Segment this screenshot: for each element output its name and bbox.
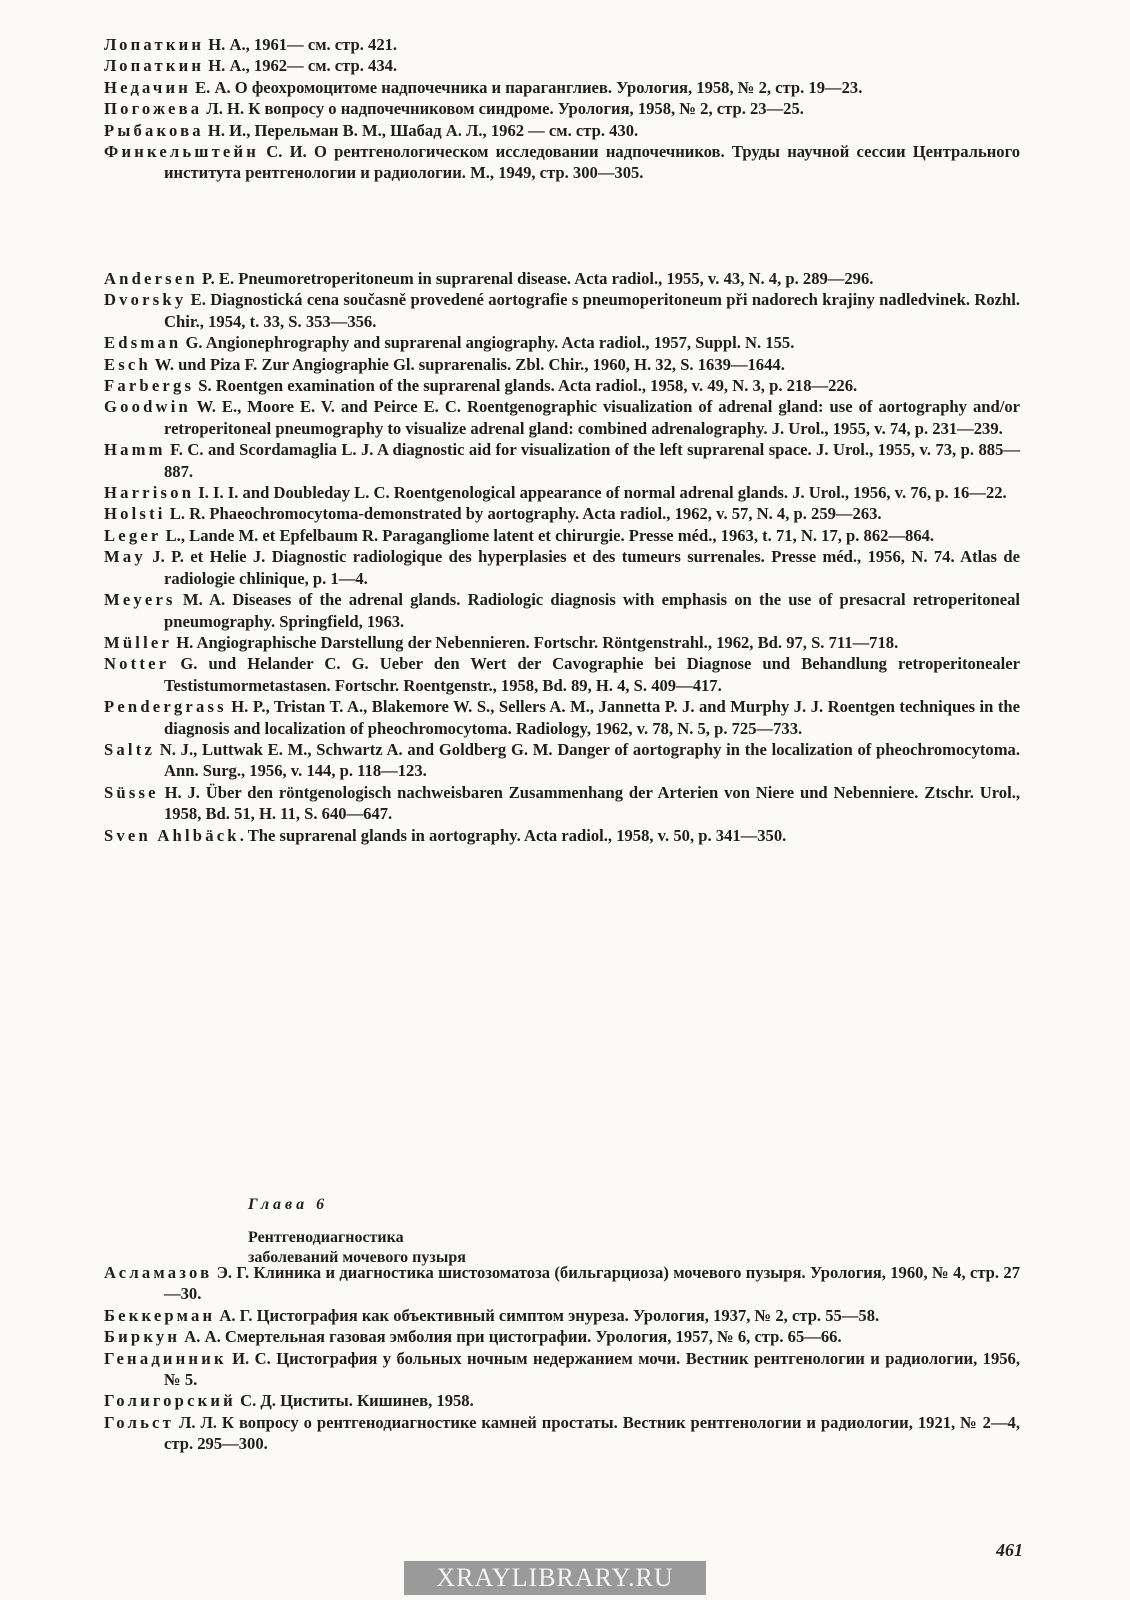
reference-text: А. А. Смертельная газовая эмболия при цистографии. Урология, 1957, № 6, стр. 65—66. bbox=[180, 1327, 842, 1347]
reference-entry bbox=[104, 120, 1020, 141]
references-russian bbox=[104, 34, 1020, 184]
reference-author: Süsse bbox=[104, 782, 159, 802]
reference-author: Hamm bbox=[104, 440, 166, 460]
reference-text: S. Roentgen examination of the suprarenal glands. Acta radiol., 1958, v. 49, N. 3, p. 218—226. bbox=[194, 376, 858, 396]
reference-author: Погожева bbox=[104, 99, 203, 119]
reference-author: Лопаткин bbox=[104, 56, 205, 76]
reference-entry bbox=[104, 696, 1020, 739]
reference-text: H. P., Tristan T. A., Blakemore W. S., Sellers A. M., Jannetta P. J. and Murphy J. J. Roentgen techniques in the diagnosis and localization of pheochromocytoma. Radiology, 1962, v. 78, N. 5, p. 725—733. bbox=[164, 697, 1020, 738]
reference-text: Н. А., 1961— см. стр. 421. bbox=[204, 35, 398, 54]
reference-entry bbox=[104, 1412, 1020, 1455]
reference-author: Pendergrass bbox=[104, 697, 227, 717]
reference-text: N. J., Luttwak E. M., Schwartz A. and Goldberg G. M. Danger of aortography in the localization of pheochromocytoma. Ann. Surg., 1956, v. 144, p. 118—123. bbox=[155, 739, 1020, 781]
reference-author: Лопаткин bbox=[104, 35, 205, 54]
reference-entry bbox=[104, 482, 1020, 503]
reference-text: J. P. et Helie J. Diagnostic radiologique des hyperplasies et des tumeurs surrenales. Presse méd., 1956, N. 74. Atlas de radiologie chlinique, p. 1—4. bbox=[145, 547, 1020, 588]
reference-entry bbox=[104, 1390, 1020, 1411]
reference-author: Notter bbox=[104, 654, 170, 674]
reference-text: Э. Г. Клиника и диагностика шистозоматоза (бильгарциоза) мочевого пузыря. Урология, 1960, № 4, стр. 27—30. bbox=[164, 1263, 1020, 1304]
reference-text: W. und Piza F. Zur Angiographie Gl. suprarenalis. Zbl. Chir., 1960, H. 32, S. 1639—1644. bbox=[150, 354, 785, 374]
reference-text: F. C. and Scordamaglia L. J. A diagnostic aid for visualization of the left suprarenal space. J. Urol., 1955, v. 73, p. 885—887. bbox=[164, 440, 1020, 481]
reference-text: I. I. I. and Doubleday L. C. Roentgenological appearance of normal adrenal glands. J. Urol., 1956, v. 76, p. 16—22. bbox=[194, 483, 1007, 503]
reference-text: L. R. Phaeochromocytoma-demonstrated by aortography. Acta radiol., 1962, v. 57, N. 4, p. 259—263. bbox=[165, 504, 882, 524]
reference-text: G. Angionephrography and suprarenal angiography. Acta radiol., 1957, Suppl. N. 155. bbox=[181, 333, 795, 353]
reference-text: А. Г. Цистография как объективный симптом энуреза. Урология, 1937, № 2, стр. 55—58. bbox=[215, 1305, 880, 1325]
section-heading-line-1: Рентгенодиагностика bbox=[248, 1229, 404, 1246]
reference-entry bbox=[104, 653, 1020, 696]
reference-entry bbox=[104, 1262, 1020, 1305]
reference-text: Л. Л. К вопросу о рентгенодиагностике камней простаты. Вестник рентгенологии и радиологии, 1921, № 2—4, стр. 295—300. bbox=[164, 1412, 1020, 1454]
reference-entry bbox=[104, 1326, 1020, 1347]
reference-author: May bbox=[104, 547, 146, 567]
reference-author: Farbergs bbox=[104, 376, 195, 396]
reference-author: Dvorsky bbox=[104, 290, 187, 310]
reference-entry bbox=[104, 34, 1020, 55]
reference-text: G. und Helander C. G. Ueber den Wert der Cavographie bei Diagnose und Behandlung retroperitonealer Testistumormetastasen. Fortschr. Roentgenstr., 1958, Bd. 89, H. 4, S. 409—417. bbox=[164, 654, 1020, 695]
reference-entry bbox=[104, 546, 1020, 589]
reference-author: Goodwin bbox=[104, 397, 191, 417]
reference-entry bbox=[104, 1305, 1020, 1326]
reference-author: Финкельштейн bbox=[104, 142, 260, 162]
reference-text: С. И. О рентгенологическом исследовании надпочечников. Труды научной сессии Центрального института рентгенологии и радиологии. М., 1949, стр. 300—305. bbox=[164, 142, 1020, 183]
section-heading-line-2: заболеваний мочевого пузыря bbox=[248, 1249, 466, 1266]
reference-entry bbox=[104, 1348, 1020, 1391]
reference-text: И. С. Цистография у больных ночным недержанием мочи. Вестник рентгенологии и радиологии, 1956, № 5. bbox=[164, 1348, 1020, 1390]
watermark: XRAYLIBRARY.RU bbox=[404, 1561, 706, 1595]
reference-entry bbox=[104, 739, 1020, 782]
reference-text: M. A. Diseases of the adrenal glands. Radiologic diagnosis with emphasis on the use of presacral retroperitoneal pneumography. Springfield, 1963. bbox=[164, 590, 1020, 631]
reference-text: . The suprarenal glands in aortography. Acta radiol., 1958, v. 50, p. 341—350. bbox=[239, 825, 787, 845]
reference-entry bbox=[104, 439, 1020, 482]
reference-author: Meyers bbox=[104, 590, 176, 610]
reference-text: W. E., Moore E. V. and Peirce E. C. Roentgenographic visualization of adrenal gland: use of aortography and/or retroperitoneal pneumography to visualize adrenal gland: combined adrenalography. J. Urol., 1955, v. 74, p. 231—239. bbox=[164, 397, 1020, 438]
reference-author: Асламазов bbox=[104, 1263, 213, 1282]
reference-entry bbox=[104, 525, 1020, 546]
reference-text: H. J. Über den röntgenologisch nachweisbaren Zusammenhang der Arterien von Niere und Nebenniere. Ztschr. Urol., 1958, Bd. 51, H. 11, S. 640—647. bbox=[158, 782, 1020, 824]
chapter-label: Глава 6 bbox=[248, 1196, 329, 1213]
reference-author: Sven Ahlbäck bbox=[104, 825, 240, 845]
reference-author: Leger bbox=[104, 525, 162, 545]
reference-text: P. E. Pneumoretroperitoneum in suprarenal disease. Acta radiol., 1955, v. 43, N. 4, p. 289—296. bbox=[197, 269, 874, 288]
reference-author: Holsti bbox=[104, 504, 166, 524]
reference-entry bbox=[104, 503, 1020, 524]
reference-entry bbox=[104, 396, 1020, 439]
reference-text: С. Д. Циститы. Кишинев, 1958. bbox=[235, 1391, 474, 1411]
reference-entry bbox=[104, 375, 1020, 396]
reference-author: Esch bbox=[104, 354, 151, 374]
reference-entry bbox=[104, 354, 1020, 375]
reference-text: H. Angiographische Darstellung der Nebennieren. Fortschr. Röntgenstrahl., 1962, Bd. 97, S. 711—718. bbox=[172, 632, 899, 652]
reference-entry bbox=[104, 632, 1020, 653]
reference-author: Гольст bbox=[104, 1412, 174, 1432]
reference-entry bbox=[104, 77, 1020, 98]
reference-author: Harrison bbox=[104, 483, 195, 503]
reference-entry bbox=[104, 268, 1020, 289]
reference-text: L., Lande M. et Epfelbaum R. Paragangliome latent et chirurgie. Presse méd., 1963, t. 71, N. 17, p. 862—864. bbox=[161, 525, 935, 545]
reference-text: Е. А. О феохромоцитоме надпочечника и параганглиев. Урология, 1958, № 2, стр. 19—23. bbox=[190, 77, 863, 97]
references-foreign bbox=[104, 268, 1020, 846]
reference-author: Müller bbox=[104, 632, 173, 652]
reference-text: Н. И., Перельман В. М., Шабад А. Л., 1962 — см. стр. 430. bbox=[203, 120, 639, 140]
reference-text: E. Diagnostická cena současně provedené aortografie s pneumoperitoneum při nadorech krajiny nadledvinek. Rozhl. Chir., 1954, t. 33, S. 353—356. bbox=[164, 290, 1020, 331]
reference-entry bbox=[104, 332, 1020, 353]
reference-author: Andersen bbox=[104, 269, 198, 288]
reference-entry bbox=[104, 589, 1020, 632]
reference-entry bbox=[104, 55, 1020, 76]
reference-text: Л. Н. К вопросу о надпочечниковом синдроме. Урология, 1958, № 2, стр. 23—25. bbox=[202, 99, 804, 119]
reference-entry bbox=[104, 141, 1020, 184]
reference-author: Недачин bbox=[104, 77, 191, 97]
page-number: 461 bbox=[996, 1540, 1023, 1560]
reference-author: Рыбакова bbox=[104, 120, 204, 140]
reference-text: Н. А., 1962— см. стр. 434. bbox=[204, 56, 398, 76]
reference-entry bbox=[104, 289, 1020, 332]
reference-entry bbox=[104, 98, 1020, 119]
reference-author: Saltz bbox=[104, 739, 156, 759]
reference-entry bbox=[104, 825, 1020, 846]
reference-author: Беккерман bbox=[104, 1305, 216, 1325]
reference-entry bbox=[104, 782, 1020, 825]
reference-author: Edsman bbox=[104, 333, 182, 353]
references-bladder bbox=[104, 1262, 1020, 1455]
reference-author: Биркун bbox=[104, 1327, 181, 1347]
reference-author: Генадинник bbox=[104, 1348, 227, 1368]
reference-author: Голигорский bbox=[104, 1391, 236, 1411]
